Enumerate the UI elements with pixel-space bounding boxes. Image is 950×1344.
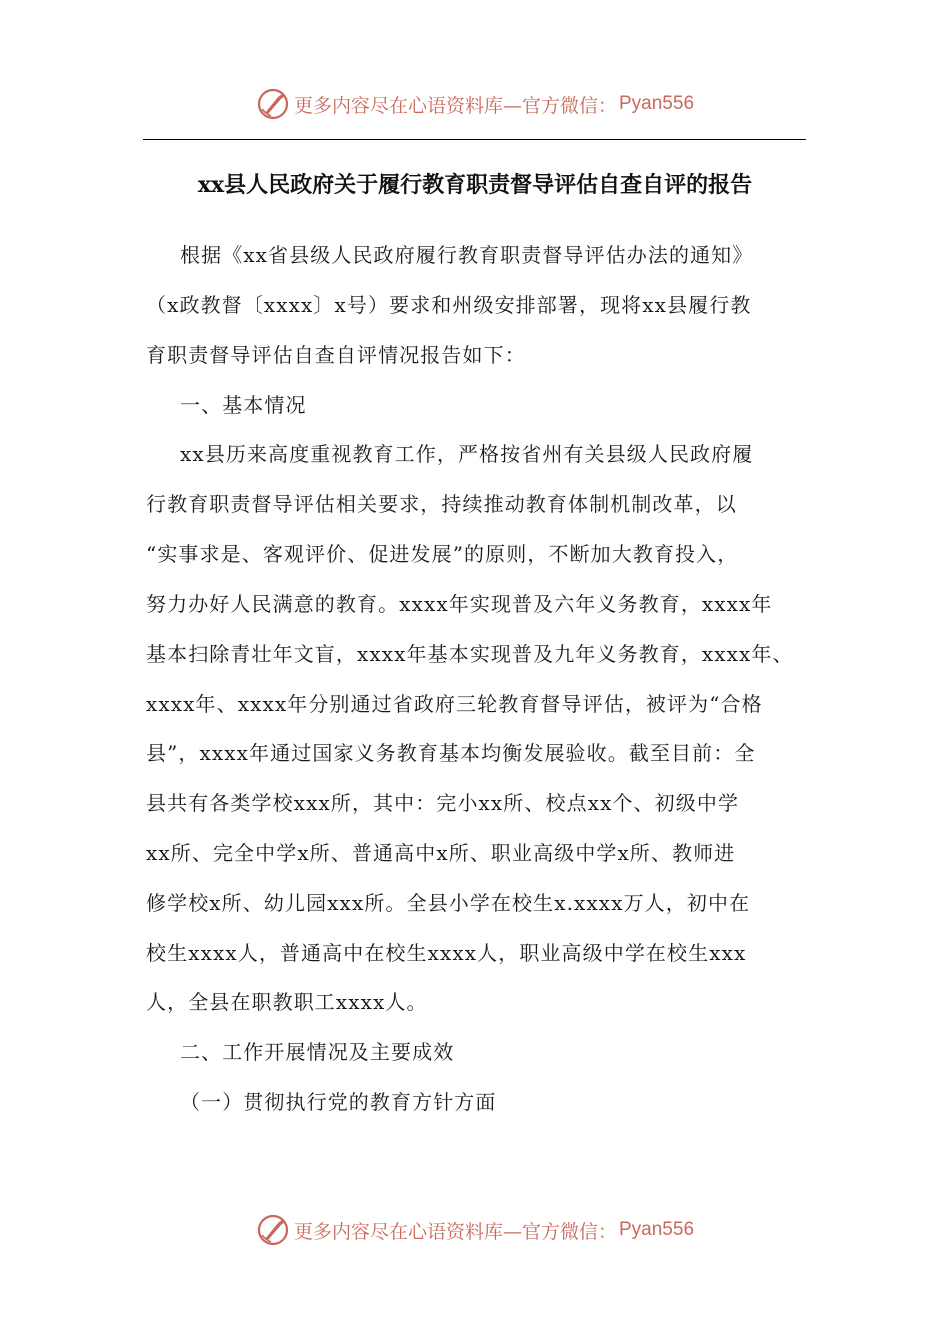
watermark-handle: Pyan556 (619, 93, 695, 114)
watermark-handle: Pyan556 (619, 1219, 695, 1240)
body-line: 县”，xxxx年通过国家义务教育基本均衡发展验收。截至目前：全 (146, 741, 756, 765)
document-title: xx县人民政府关于履行教育职责督导评估自查自评的报告 (197, 172, 753, 198)
body-line: 修学校x所、幼儿园xxx所。全县小学在校生x.xxxx万人，初中在 (146, 891, 751, 915)
watermark-text: 更多内容尽在心语资料库—官方微信： (293, 94, 617, 117)
body-line: 育职责督导评估自查自评情况报告如下： (146, 343, 526, 367)
subsection-heading: （一）贯彻执行党的教育方针方面 (180, 1090, 497, 1114)
body-line: xxxx年、xxxx年分别通过省政府三轮教育督导评估，被评为“合格 (146, 692, 763, 716)
body-line: xx所、完全中学x所、普通高中x所、职业高级中学x所、教师进 (146, 841, 736, 865)
watermark-text: 更多内容尽在心语资料库—官方微信： (293, 1220, 617, 1243)
body-line: 基本扫除青壮年文盲，xxxx年基本实现普及九年义务教育，xxxx年、 (146, 642, 794, 666)
header-divider (143, 139, 806, 140)
body-line: （x政教督〔xxxx〕x号）要求和州级安排部署，现将xx县履行教 (146, 293, 752, 317)
body-line: 人，全县在职教职工xxxx人。 (146, 990, 428, 1014)
watermark-header (0, 84, 950, 124)
quill-pen-circle-icon (256, 1213, 290, 1247)
body-line: 县共有各类学校xxx所，其中：完小xx所、校点xx个、初级中学 (146, 791, 740, 815)
section-heading: 一、基本情况 (180, 393, 307, 417)
body-line: 努力办好人民满意的教育。xxxx年实现普及六年义务教育，xxxx年 (146, 592, 773, 616)
quill-pen-circle-icon (256, 87, 290, 121)
watermark-footer (0, 1210, 950, 1250)
body-line: xx县历来高度重视教育工作，严格按省州有关县级人民政府履 (180, 442, 754, 466)
body-line: “实事求是、客观评价、促进发展”的原则，不断加大教育投入， (146, 542, 739, 566)
body-line: 校生xxxx人，普通高中在校生xxxx人，职业高级中学在校生xxx (146, 941, 747, 965)
section-heading: 二、工作开展情况及主要成效 (180, 1040, 455, 1064)
body-line: 行教育职责督导评估相关要求，持续推动教育体制机制改革，以 (146, 492, 737, 516)
body-line: 根据《xx省县级人民政府履行教育职责督导评估办法的通知》 (180, 243, 754, 267)
